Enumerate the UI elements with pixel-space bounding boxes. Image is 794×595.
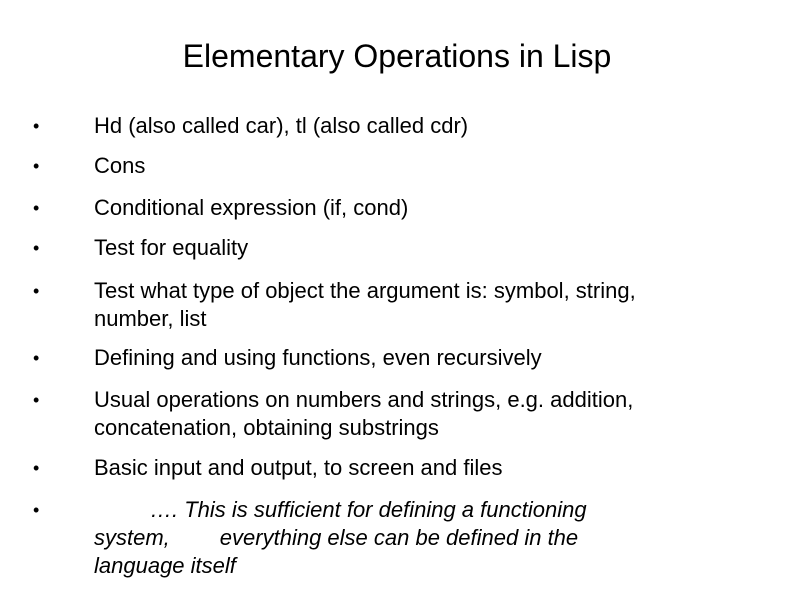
bullet-text-part-2: system, xyxy=(94,525,170,550)
bullet-text xyxy=(94,386,774,442)
bullet-point-icon: • xyxy=(33,348,40,368)
bullet-text-part-3: everything else can be defined in the xyxy=(219,525,579,550)
bullet-text-part-1: …. This is sufficient for defining a functioning xyxy=(150,497,587,522)
bullet-point-icon: • xyxy=(33,238,40,258)
bullet-text: Conditional expression (if, cond) xyxy=(94,195,409,220)
bullet-text-line-1: Test what type of object the argument is: symbol, string, xyxy=(94,278,636,303)
bullet-point-icon: • xyxy=(33,500,40,520)
bullet-text: Test for equality xyxy=(94,235,249,260)
bullet-point-icon: • xyxy=(33,198,40,218)
bullet-text: Defining and using functions, even recursively xyxy=(94,345,542,370)
bullet-point-icon: • xyxy=(33,156,40,176)
bullet-text xyxy=(94,277,774,333)
bullet-text-part-4: language itself xyxy=(94,553,236,578)
bullet-text: Cons xyxy=(94,153,146,178)
bullet-text: Hd (also called car), tl (also called cdr) xyxy=(94,113,469,138)
bullet-text-line-1: Usual operations on numbers and strings, e.g. addition, xyxy=(94,387,634,412)
slide-title: Elementary Operations in Lisp xyxy=(182,38,612,74)
bullet-text-line-2: number, list xyxy=(94,306,207,331)
bullet-text xyxy=(94,496,774,580)
bullet-point-icon: • xyxy=(33,458,40,478)
bullet-text: Basic input and output, to screen and files xyxy=(94,455,503,480)
bullet-point-icon: • xyxy=(33,116,40,136)
bullet-point-icon: • xyxy=(33,281,40,301)
bullet-point-icon: • xyxy=(33,390,40,410)
bullet-text-line-2: concatenation, obtaining substrings xyxy=(94,415,439,440)
